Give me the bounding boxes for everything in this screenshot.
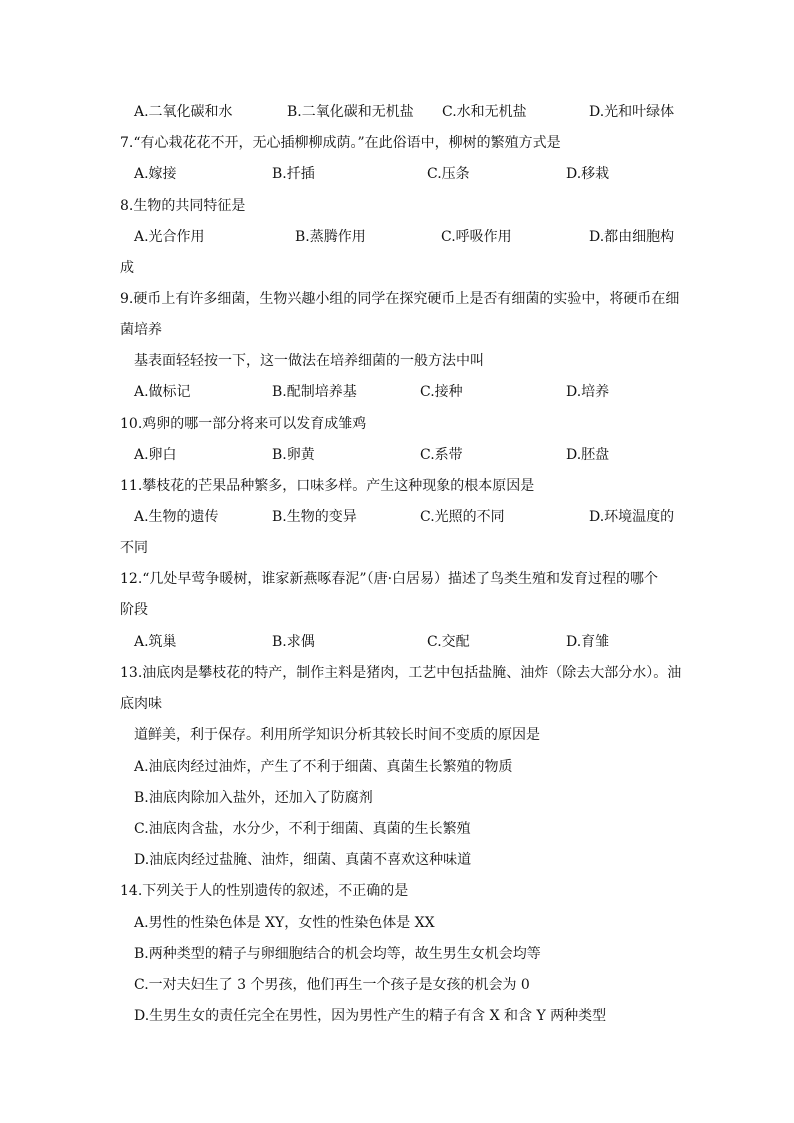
- q10-option-b: B.卵黄: [272, 447, 315, 463]
- q7-option-d: D.移栽: [566, 166, 610, 182]
- q10-option-d: D.胚盘: [566, 447, 610, 463]
- q6-option-c: C.水和无机盐: [442, 104, 527, 120]
- q14-stem: 14.下列关于人的性别遗传的叙述，不正确的是: [120, 883, 409, 899]
- q13-option-c: C.油底肉含盐，水分少，不利于细菌、真菌的生长繁殖: [134, 821, 471, 837]
- q14-option-a: A.男性的性染色体是 XY，女性的性染色体是 XX: [134, 915, 435, 931]
- q11-option-c: C.光照的不同: [420, 509, 505, 525]
- q10-stem: 10.鸡卵的哪一部分将来可以发育成雏鸡: [120, 416, 367, 432]
- q14-option-b: B.两种类型的精子与卵细胞结合的机会均等，故生男生女机会均等: [134, 946, 541, 962]
- q13-option-b: B.油底肉除加入盐外，还加入了防腐剂: [134, 790, 373, 806]
- q9-stem-line1: 9.硬币上有许多细菌，生物兴趣小组的同学在探究硬币上是否有细菌的实验中，将硬币在细: [120, 291, 680, 307]
- q12-option-c: C.交配: [427, 634, 470, 650]
- q9-option-d: D.培养: [566, 384, 610, 400]
- q8-option-d: D.都由细胞构: [589, 229, 675, 245]
- q12-option-a: A.筑巢: [134, 634, 177, 650]
- q13-stem-line2: 底肉味: [120, 696, 162, 712]
- q7-option-a: A.嫁接: [134, 166, 177, 182]
- q13-option-a: A.油底肉经过油炸，产生了不利于细菌、真菌生长繁殖的物质: [134, 759, 513, 775]
- q6-option-d: D.光和叶绿体: [589, 104, 675, 120]
- q8-option-a: A.光合作用: [134, 229, 205, 245]
- q7-option-c: C.压条: [427, 166, 470, 182]
- q9-option-b: B.配制培养基: [272, 384, 357, 400]
- q9-option-c: C.接种: [420, 384, 463, 400]
- q9-stem-line2: 菌培养: [120, 322, 162, 338]
- q14-option-d: D.生男生女的责任完全在男性，因为男性产生的精子有含 X 和含 Y 两种类型: [134, 1008, 607, 1024]
- q11-option-d: D.环境温度的: [589, 509, 675, 525]
- q8-option-c: C.呼吸作用: [441, 229, 512, 245]
- q11-option-d-wrap: 不同: [120, 540, 148, 556]
- q13-stem-line3: 道鲜美，利于保存。利用所学知识分析其较长时间不变质的原因是: [134, 727, 540, 743]
- q11-stem: 11.攀枝花的芒果品种繁多，口味多样。产生这种现象的根本原因是: [120, 478, 535, 494]
- q12-option-d: D.育雏: [566, 634, 610, 650]
- q12-option-b: B.求偶: [272, 634, 315, 650]
- q12-stem-line2: 阶段: [120, 602, 148, 618]
- q7-option-b: B.扦插: [272, 166, 315, 182]
- q9-option-a: A.做标记: [134, 384, 191, 400]
- q8-option-d-wrap: 成: [120, 260, 134, 276]
- q13-option-d: D.油底肉经过盐腌、油炸，细菌、真菌不喜欢这种味道: [134, 852, 472, 868]
- q11-option-a: A.生物的遗传: [134, 509, 219, 525]
- q12-stem-line1: 12.“几处早莺争暖树，谁家新燕啄春泥”（唐·白居易）描述了鸟类生殖和发育过程的哪个: [120, 571, 659, 587]
- q10-option-a: A.卵白: [134, 447, 177, 463]
- q14-option-c: C.一对夫妇生了 3 个男孩，他们再生一个孩子是女孩的机会为 0: [134, 977, 530, 993]
- q13-stem-line1: 13.油底肉是攀枝花的特产，制作主料是猪肉，工艺中包括盐腌、油炸（除去大部分水）。油: [120, 665, 682, 681]
- q6-option-a: A.二氧化碳和水: [134, 104, 233, 120]
- q11-option-b: B.生物的变异: [272, 509, 357, 525]
- q8-option-b: B.蒸腾作用: [295, 229, 366, 245]
- q7-stem: 7.“有心栽花花不开，无心插柳柳成荫。”在此俗语中，柳树的繁殖方式是: [120, 135, 561, 151]
- q8-stem: 8.生物的共同特征是: [120, 198, 246, 214]
- q9-stem-line3: 基表面轻轻按一下，这一做法在培养细菌的一般方法中叫: [134, 353, 484, 369]
- q10-option-c: C.系带: [420, 447, 463, 463]
- q6-option-b: B.二氧化碳和无机盐: [287, 104, 414, 120]
